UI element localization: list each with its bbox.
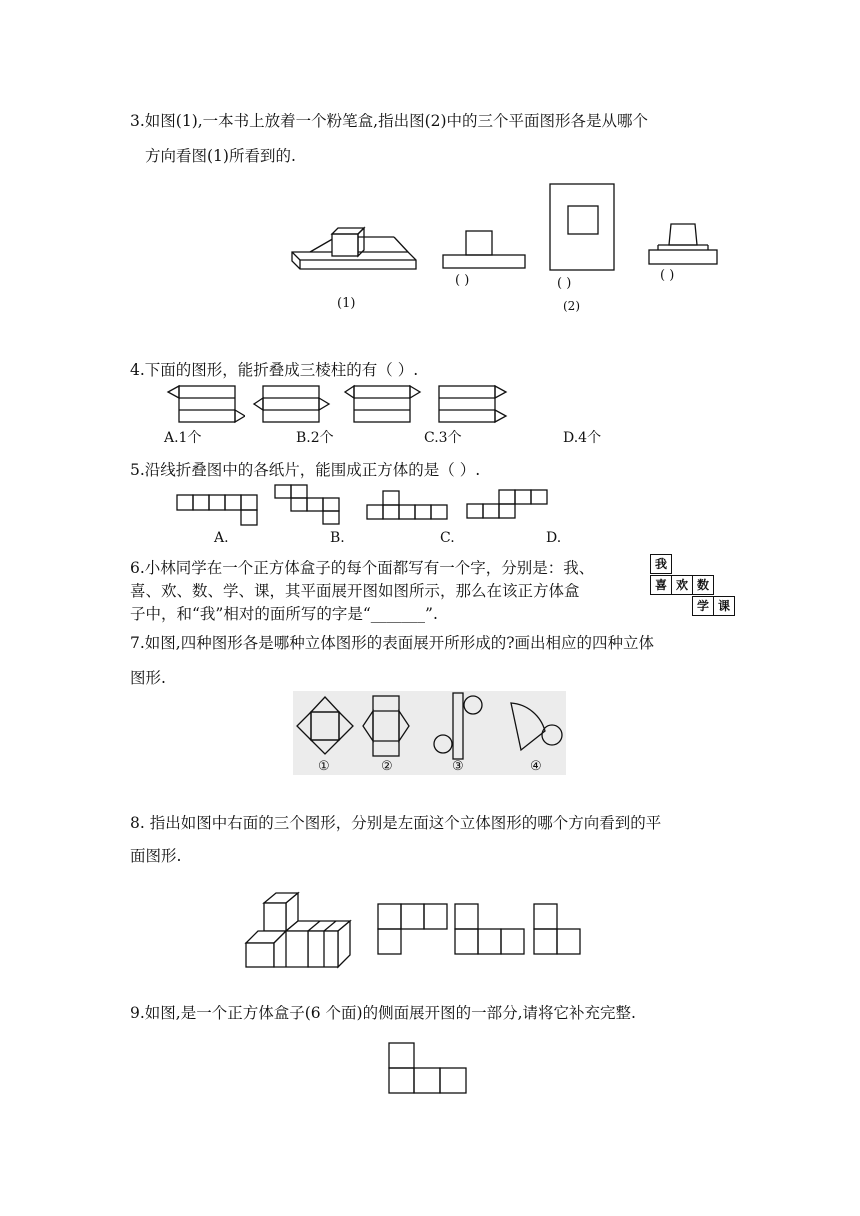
- q4-net-c: [343, 384, 423, 424]
- q8-text-line1: 8. 指出如图中右面的三个图形，分别是左面这个立体图形的哪个方向看到的平: [130, 814, 662, 832]
- q5-net-d: [466, 489, 550, 521]
- q4-option-c: C.3个: [424, 430, 462, 446]
- q3-figure-1-label: (1): [337, 296, 356, 311]
- q6-net-face: 欢: [671, 575, 693, 595]
- q7-net-cone: [511, 703, 562, 750]
- q3-text-line2: 方向看图(1)所看到的.: [145, 147, 296, 165]
- q8-view-c: [533, 903, 583, 955]
- q6-text-line3: 子中，和“我”相对的面所写的字是“_______”.: [130, 605, 438, 623]
- q5-net-c: [366, 490, 450, 522]
- q4-option-d: D.4个: [563, 430, 602, 446]
- q8-view-b: [454, 903, 526, 955]
- q4-option-a: A.1个: [164, 430, 202, 446]
- q5-option-a: A.: [214, 530, 229, 546]
- q4-option-b: B.2个: [296, 430, 334, 446]
- q6-net-face: 学: [692, 596, 714, 616]
- q6-net-face: 数: [692, 575, 714, 595]
- q4-stem: 4.下面的图形，能折叠成三棱柱的有（ ）.: [130, 361, 419, 379]
- q4-net-b: [252, 384, 332, 424]
- q3-view-a-blank: ( ): [455, 273, 470, 288]
- q3-view-b-blank: ( ): [557, 276, 572, 291]
- q4-net-d: [436, 384, 516, 424]
- q3-view-b: [549, 183, 615, 271]
- q5-stem: 5.沿线折叠图中的各纸片，能围成正方体的是（ ）.: [130, 461, 481, 479]
- q3-text-line1: 3.如图(1),一本书上放着一个粉笔盒,指出图(2)中的三个平面图形各是从哪个: [130, 112, 649, 130]
- q5-net-b: [274, 484, 340, 526]
- q7-label-1: ①: [318, 759, 330, 774]
- q8-text-line2: 面图形.: [130, 847, 182, 865]
- q6-net-face: 喜: [650, 575, 672, 595]
- q3-view-a: [442, 230, 526, 270]
- q7-text-line1: 7.如图,四种图形各是哪种立体图形的表面展开所形成的?画出相应的四种立体: [130, 634, 655, 652]
- q5-option-c: C.: [440, 530, 455, 546]
- q7-figure-panel: [293, 691, 566, 775]
- q5-option-b: B.: [330, 530, 345, 546]
- q9-text-line1: 9.如图,是一个正方体盒子(6 个面)的侧面展开图的一部分,请将它补充完整.: [130, 1004, 636, 1022]
- q7-text-line2: 图形.: [130, 669, 166, 687]
- q8-solid-figure: [244, 891, 354, 969]
- q7-label-2: ②: [381, 759, 393, 774]
- q6-text-line1: 6.小林同学在一个正方体盒子的每个面都写有一个字，分别是：我、: [130, 559, 595, 577]
- q4-net-a: [165, 384, 245, 424]
- q5-option-d: D.: [546, 530, 562, 546]
- q6-text-line2: 喜、欢、数、学、课，其平面展开图如图所示，那么在该正方体盒: [130, 582, 580, 600]
- q6-net-face: 课: [713, 596, 735, 616]
- q6-cube-net: [650, 554, 734, 620]
- q6-net-face: 我: [650, 554, 672, 574]
- q8-view-a: [377, 903, 449, 955]
- q3-view-c-blank: ( ): [660, 268, 675, 283]
- q7-label-3: ③: [452, 759, 464, 774]
- q3-figure-1-book-chalkbox: [290, 222, 420, 292]
- q3-view-c: [648, 222, 718, 266]
- q7-label-4: ④: [530, 759, 542, 774]
- q3-figure-2-label: (2): [563, 299, 580, 313]
- q7-net-cylinder: [434, 693, 482, 759]
- q7-net-prism: [363, 696, 409, 756]
- q5-net-a: [176, 494, 260, 526]
- q9-partial-net: [388, 1042, 468, 1094]
- q7-net-pyramid: [297, 697, 353, 754]
